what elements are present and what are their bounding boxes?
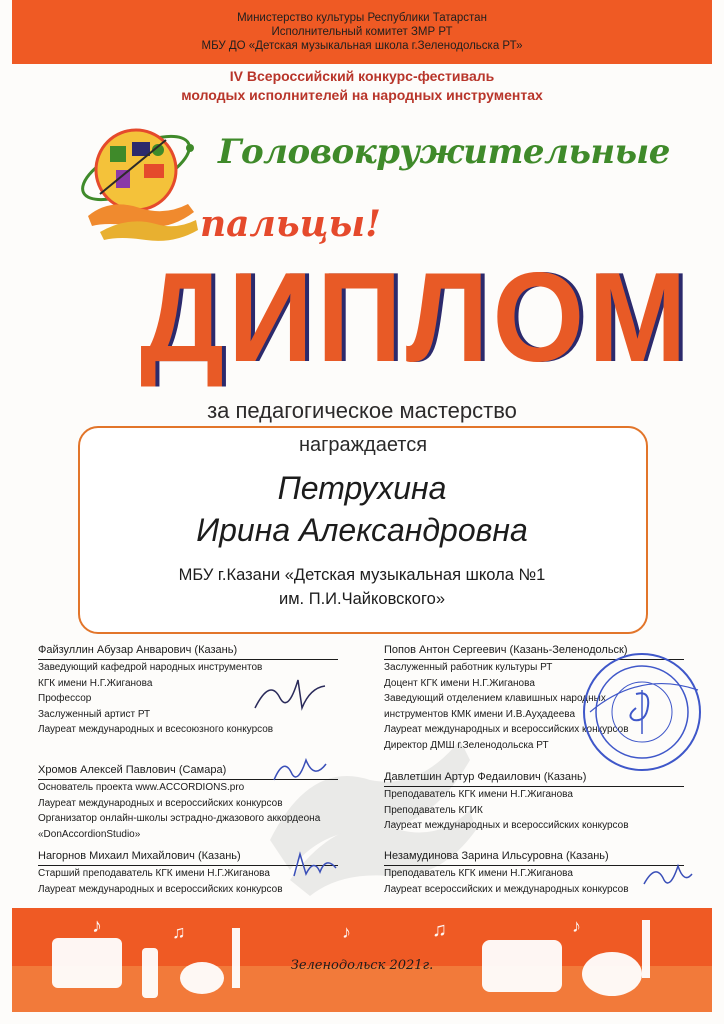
- juror-name: Давлетшин Артур Федаилович (Казань): [384, 770, 684, 787]
- juror-title: Директор ДМШ г.Зеленодольска РТ: [384, 739, 549, 751]
- recipient-org-line1: МБУ г.Казани «Детская музыкальная школа №1: [178, 566, 546, 584]
- juror-name: Файзуллин Абузар Анварович (Казань): [38, 643, 338, 660]
- svg-text:♪: ♪: [572, 916, 581, 936]
- juror-name: Незамудинова Зарина Ильсуровна (Казань): [384, 849, 684, 866]
- recipient-org-line2: им. П.И.Чайковского»: [278, 590, 445, 608]
- signature-icon: [640, 858, 696, 894]
- diploma-heading: ДИПЛОМ: [140, 246, 691, 390]
- city-year-footer: Зеленодольск 2021г.: [290, 958, 434, 973]
- juror-title: Лауреат всероссийских и международных конкурсов: [384, 883, 629, 895]
- official-stamp-icon: [580, 650, 704, 774]
- juror-name: Хромов Алексей Павлович (Самара): [38, 763, 338, 780]
- juror-title: Заведующий кафедрой народных инструментов: [38, 662, 263, 673]
- juror-title: Лауреат международных и всероссийских конкурсов: [38, 797, 283, 809]
- juror-title: Преподаватель КГИК: [384, 804, 483, 816]
- juror-block: [384, 849, 684, 897]
- juror-title: Преподаватель КГК имени Н.Г.Жиганова: [384, 868, 573, 879]
- awarded-label: награждается: [298, 434, 428, 456]
- juror-title: Лауреат международных и всероссийских конкурсов: [38, 883, 283, 895]
- juror-title: Организатор онлайн-школы эстрадно-джазового аккордеона: [38, 813, 321, 824]
- signature-icon: [250, 668, 330, 718]
- juror-title: Заслуженный работник культуры РТ: [384, 662, 553, 673]
- header-banner: [12, 0, 712, 64]
- festival-title-line1: Головокружительные: [218, 132, 670, 172]
- svg-text:♪: ♪: [92, 915, 102, 937]
- juror-title: Преподаватель КГК имени Н.Г.Жиганова: [384, 789, 573, 800]
- festival-title-line2: пальцы!: [200, 203, 381, 245]
- juror-title: Заведующий отделением клавишных народных: [384, 693, 606, 704]
- juror-title: Заслуженный артист РТ: [38, 708, 151, 720]
- signature-icon: [290, 848, 340, 884]
- header-line-committee: Исполнительный комитет ЗМР РТ: [271, 26, 453, 38]
- recipient-surname: Петрухина: [277, 470, 447, 506]
- diploma-subtitle: за педагогическое мастерство: [207, 398, 517, 423]
- juror-title: Профессор: [38, 693, 92, 704]
- header-line-ministry: Министерство культуры Республики Татарстан: [237, 12, 487, 24]
- juror-name: Попов Антон Сергеевич (Казань-Зеленодольск): [384, 643, 684, 660]
- contest-title-line2: молодых исполнителей на народных инструментах: [181, 87, 543, 103]
- juror-title: Лауреат международных и всероссийских конкурсов: [384, 724, 629, 735]
- juror-title: КГК имени Н.Г.Жиганова: [38, 677, 153, 689]
- svg-text:♫: ♫: [172, 922, 186, 942]
- juror-block: [384, 770, 684, 834]
- recipient-given-names: Ирина Александровна: [196, 512, 528, 548]
- signature-icon: [270, 750, 330, 790]
- festival-logo-icon: [70, 108, 210, 248]
- juror-title: Лауреат международных и всесоюзного конкурсов: [38, 724, 274, 735]
- juror-title: инструментов КМК имени И.В.Ауҳадеева: [384, 708, 576, 720]
- juror-title: Старший преподаватель КГК имени Н.Г.Жиганова: [38, 868, 270, 879]
- juror-name: Нагорнов Михаил Михайлович (Казань): [38, 849, 338, 866]
- header-line-school: МБУ ДО «Детская музыкальная школа г.Зеленодольска РТ»: [201, 40, 523, 52]
- juror-title: Основатель проекта www.ACCORDIONS.pro: [38, 782, 245, 793]
- svg-text:♪: ♪: [342, 922, 351, 942]
- juror-title: «DonAccordionStudio»: [38, 828, 141, 840]
- juror-title: Лауреат международных и всероссийских конкурсов: [384, 820, 629, 831]
- contest-title-line1: IV Всероссийский конкурс-фестиваль: [229, 68, 495, 84]
- juror-title: Доцент КГК имени Н.Г.Жиганова: [384, 677, 535, 689]
- svg-text:♫: ♫: [432, 919, 447, 941]
